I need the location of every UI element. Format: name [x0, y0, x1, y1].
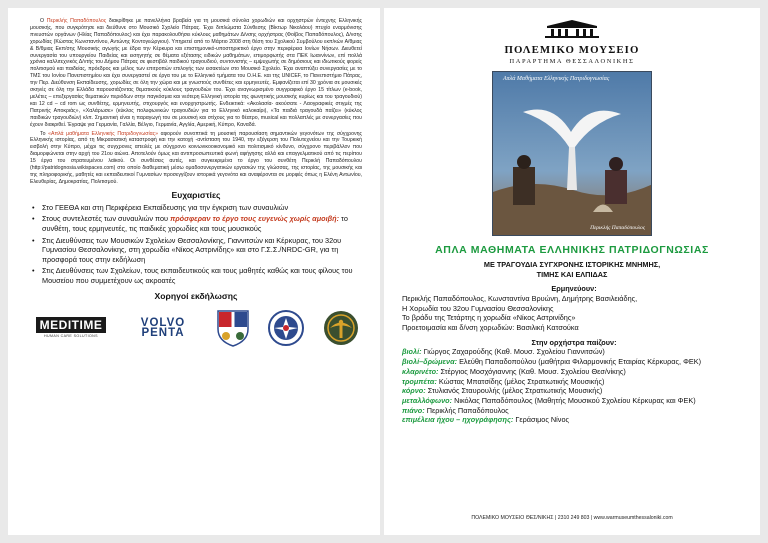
crest-logo — [216, 309, 250, 347]
performer-line: Περικλής Παπαδόπουλος, Κωνσταντίνα Βρυώνη, Δημήτρης Βασιλειάδης, — [402, 293, 638, 303]
performer-line: Η Χορωδία του 32ου Γυμνασίου Θεσσαλονίκης — [402, 303, 554, 313]
museum-header — [398, 20, 746, 65]
orchestra-block — [398, 338, 746, 425]
cover-title-text: Απλά Μαθήματα Ελληνικής Πατριδογνωσίας — [503, 76, 610, 82]
thanks-item: • Στους συντελεστές των συναυλιών που πρόσφεραν το έργο τους ευγενώς χωρίς αμοιβή: το συνθέτη, τους ερμηνευτές, τις παιδικές χορωδίες και τους μουσικούς — [30, 214, 362, 233]
thanks-item: • Στο ΓΕΕΘΑ και στη Περιφέρεια Εκπαίδευσης για την έγκριση των συναυλιών — [30, 203, 362, 213]
composer-name: Περικλής Παπαδόπουλος — [46, 18, 107, 24]
bio2-text: αφορούν συνοπτικά τη μουσική παρουσίαση σημαντικών γεγονότων της σύγχρονης Ελληνικής ιστορίας, από τη Μικρασιατική καταστροφή και την κατοχή -αντίσταση του 1940, την εξέγερση του Πολυτεχνείου και την Τουρκική εισβολή στην Κύπρο, μέχρι τις συγχρονες απειλές με σύγχρονο κοινωνικοοικονομικό και πολιτισμικό κίνδυνο, σύγχρονο περιβάλλον που διαμορφώνεται στην αρχή του 21ου αιώνα. Αποτελούν όμως και αντιπροσωπευτικά φωνή αφήγησης αλλά και επαγγελματικού από τις περίπου 15 έργα του στρατευμένου λαϊκού. Οι συνθέσεις αυτές, και συγκεκριμένα το έργο του συνθέτη Περικλή Παπαδόπουλου (http://patridognosia.wikispaces.com) στο οποίο διαθεματική μέσω ομαδοσυνεργατικών εργασιών της γλώσσας, της ιστορίας, της μουσικής και της πληροφορικής, μαθητές και εκπαιδευτικοί Γυμνασίων προσεγγίζουν ιστορικά γεγονότα και αναφέρονται σε μορφές όπως η Ελένη Αντωνίου, Ελευθερίας, Δημοκρατίας, Πολιτισμού. — [30, 130, 363, 185]
program-title: ΑΠΛΑ ΜΑΘΗΜΑΤΑ ΕΛΛΗΝΙΚΗΣ ΠΑΤΡΙΔΟΓΝΩΣΙΑΣ — [435, 244, 709, 256]
bio2-lead: Το — [40, 130, 46, 137]
museum-footer: ΠΟΛΕΜΙΚΟ ΜΟΥΣΕΙΟ ΘΕΣ/ΝΙΚΗΣ | 2310 249 803 | www.warmuseumthessaloniki.com — [471, 515, 673, 521]
performers-heading: Ερμηνεύουν: — [551, 284, 597, 294]
thanks-item: • Στις Διευθύνσεις των Σχολείων, τους εκπαιδευτικούς και τους μαθητές καθώς και τους φίλους του Μουσείου που συμμετέχουν ως ακροατές — [30, 266, 362, 285]
performers-block — [398, 284, 746, 333]
program-subtitle: ΜΕ ΤΡΑΓΟΥΔΙΑ ΣΥΓΧΡΟΝΗΣ ΙΣΤΟΡΙΚΗΣ ΜΝΗΜΗΣ, ΤΙΜΗΣ ΚΑΙ ΕΛΠΙΔΑΣ — [483, 260, 661, 279]
orchestra-member: επιμέλεια ήχου – ηχογράφησης: Γεράσιμος Νίνος — [402, 415, 570, 425]
emblem-circle-logo — [267, 309, 305, 347]
bio-text: διακρίθηκε με πανελλήνια βραβεία για τη μουσικά σύνολα χορωδιών και ορχηστρών έντεχνης Ελληνικής μουσικής, που συγκρότησε και διεύθυνε στο Μουσικό Σχολείο Πάτρας. Έχει διπλώματα Σύνθεσης (Βίκτωρ Νικολάου) πτυχίο εναρμόνισης πνευστών οργάνων (Ηλίας Παπαδόπουλος) και έχει παρακολουθήσει κύκλους μαθημάτων Δ/νσης ορχήστρας (Φοίβος Παπαδόπουλος), Δ/νσης χορωδίας (Κώστας Κωνσταντίνου, Αντώνης Κοντογεώργιου). Υπηρετεί από το Μάρτιο 2008 στη θέση του Σχολικού Συμβούλου εκπ/κών Α/θμιας & Β/θμιας Εκπ/σης Μουσικής αγωγής με έδρα την Κέρκυρα και επιστημονικό-υποστηρικτικό έργο στην περιφέρεια Ιονίων Νήσων. Διευθετεί συνεργασία του υπουργείου Παιδείας και εισηγητής σε θέματα εξέτασης ειδικών μαθημάτων, επιμορφωτής στα ΠΕΚ Ιωαννίνων, επί πολλά χρόνια καλλιτεχνικός Δ/ντής του Δήμου Πάτρας σε φεστιβάλ παιδικού τραγουδιού, συντονιστής – εμψυχωτής σε δημόσιους και ιδιωτικούς φορείς πολιτισμού και παιδείας, πρόεδρος και μέλος των επιτροπών επιλογής των εισακτέων στο Μουσικό Σχολείο. Έχει αναπτύξει συνεργασίες με το ΤΜΣ του Ιονίου Πανεπιστημίου και έχει συνεργαστεί σε έργα του με το Ελληνικό τμήματα του Ο.Η.Ε. και της UNICEF, το Πανεπιστήμιο Πάτρας, την Περ. Διεύθυνση Εκπαίδευσης, χορωδίες σε όλη την χώρα και με γνωστούς συνθέτες και ερμηνευτές. Εμφανίζεται επί 30 χρόνια σε μουσικές σκηνές σε όλη την Ελλάδα παρουσιάζοντας θεματικούς κύκλους τραγουδιών του. Έχει αναγνωρισμένο συγγραφικό έργο 15 τίτλων (e-book, μελέτες – επεξεργασίες θεματικών περιόδων στην παγκόσμια και νεότερη Ελληνική ιστορία της φωνητικής μουσικής κυρίως και του τραγουδιού) και 12 cd – cd rom ως συνθέτης, ερμηνευτής, στιχουργός και ενορχηστρωτής. Ενδεικτικά: «Ακολασία- ακούσατε - Λαογραφικές στιγμές της Πατρινής Αποκριάς», «Χαλάρωσε» (κύκλος πολυφωνικών τραγουδιών για το Ελληνικό καλοκαίρι), «Τα παιδιά τραγουδά παίζει» (κύκλος παιδικών τραγουδιών) κλπ. Σημαντική είναι η παραγωγή του σε μουσική και στίχους για το θέατρο, musical και πολλαπλές με συνεργασίες που έχουν διακριθεί. Έγραψε για Γερμανία, Γαλλία, Βέλγιο, Γερμανία, Αγγλία, Αμερική, Κύπρο, Καναδά. — [30, 18, 362, 128]
orchestra-heading: Στην ορχήστρα παίζουν: — [531, 337, 617, 347]
thanks-list — [30, 203, 362, 286]
program-title-inline: «Απλά μαθήματα Ελληνικής Πατριδογνωσίας» — [48, 130, 159, 137]
thanks-item: • Στις Διευθύνσεις των Μουσικών Σχολείων Θεσσαλονίκης, Γιαννιτσών και Κέρκυρας, του 32ου Γυμνασίου Θεσσαλονίκης, στη χορωδία «Νίκος Αστρινίδης» και στο Γ.Σ.Σ./NRDC-GR, για τη προσφορά τους στην εκδήλωση — [30, 236, 362, 265]
orchestra-member: τρομπέτα: Κώστας Μπατσίδης (μέλος Στρατιωτικής Μουσικής) — [402, 376, 605, 386]
orchestra-member: βιολί–δρώμενα: Ελεύθη Παπαδοπούλου (μαθήτρια Φιλαρμονικής Εταιρίας Κέρκυρας, ΦΕΚ) — [402, 357, 702, 367]
thanks-heading: Ευχαριστίες — [171, 189, 221, 200]
orchestra-member: πιάνο: Περικλής Παπαδόπουλος — [402, 405, 509, 415]
sponsors-heading: Χορηγοί εκδήλωσης — [154, 290, 238, 301]
orchestra-member: μεταλλόφωνο: Νικόλας Παπαδόπουλος (Μαθητής Μουσικού Σχολείου Κέρκυρας και ΦΕΚ) — [402, 395, 696, 405]
bio-paragraph-2 — [30, 131, 362, 186]
performer-line: Προετοιμασία και δ/νση χορωδιών: Βασιλική Κατσούκα — [402, 323, 579, 332]
museum-subtitle: ΠΑΡΑΡΤΗΜΑ ΘΕΣΣΑΛΟΝΙΚΗΣ — [509, 58, 635, 65]
biography — [30, 18, 362, 186]
right-page — [384, 8, 760, 535]
orchestra-member: βιολί: Γιώργος Ζαχαρούδης (Καθ. Μουσ. Σχολείου Γιαννιτσών) — [402, 347, 605, 357]
orchestra-member: κόρνο: Στυλιανός Σταυρουλής (μέλος Στρατιωτικής Μουσικής) — [402, 386, 603, 396]
sponsor-logos — [30, 309, 362, 347]
meditime-logo: MEDITIME HUMAN CARE SOLUTIONS — [32, 317, 110, 338]
orchestra-member: κλαρινέτο: Στέργιος Μοσχόγιαννης (Καθ. Μουσ. Σχολείου Θεσ/νίκης) — [402, 366, 626, 376]
performer-line: Το βράδυ της Τετάρτης η χορωδία «Νίκος Αστρινίδης» — [402, 313, 576, 323]
museum-building-icon — [543, 20, 601, 38]
bio-paragraph-1 — [30, 18, 362, 129]
volvo-penta-logo: VOLVO PENTA — [140, 316, 186, 339]
album-cover-image — [492, 71, 652, 236]
museum-title: ΠΟΛΕΜΙΚΟ ΜΟΥΣΕΙΟ — [504, 44, 640, 56]
cover-artist-text: Περικλής Παπαδόπουλος — [590, 225, 645, 231]
left-page — [8, 8, 380, 535]
army-emblem-logo — [322, 309, 360, 347]
bio-lead: Ο — [40, 18, 45, 24]
